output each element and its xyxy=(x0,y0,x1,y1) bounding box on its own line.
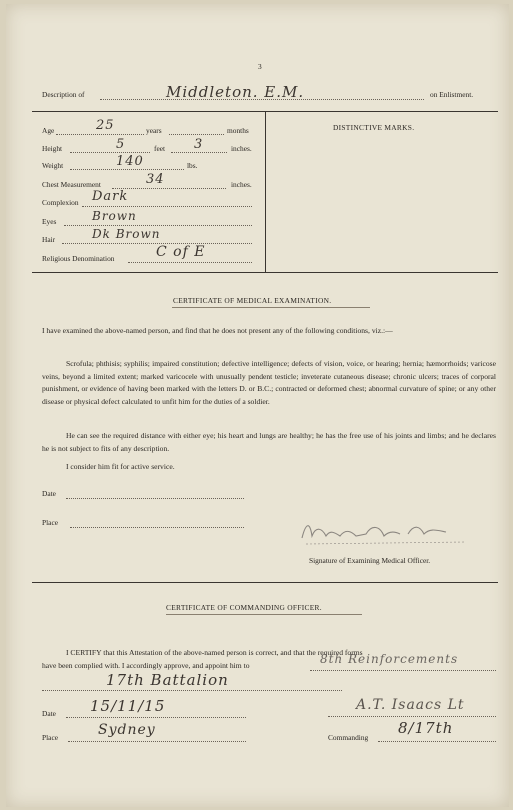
inches-label: inches. xyxy=(231,144,252,153)
complexion-label: Complexion xyxy=(42,198,79,207)
appointment-value: 8th Reinforcements xyxy=(320,652,459,666)
chest-value: 34 xyxy=(146,172,165,187)
medical-date-label: Date xyxy=(42,489,56,498)
commander-signature: A.T. Isaacs Lt xyxy=(356,697,465,713)
commanding-text-line1: I CERTIFY that this Attestation of the above-named person is correct, and that the required forms xyxy=(66,648,363,657)
medical-conditions: Scrofula; phthisis; syphilis; impaired constitution; defective intelligence; defects of vision, voice, or hearing; hernia; hæmorrhoids; varicose veins, beyond a limited extent; marked varicocele with unusually pendent testicle; inveterate cutaneous disease; chronic ulcers; traces of corporal punishment, or evidence of having been marked with the letters D. or B.C.; contracted or deformed chest; abnormal curvature of spine; or any other disease or physical defect calculated to unfit him for the duties of a soldier. xyxy=(42,359,496,406)
chest-label: Chest Measurement xyxy=(42,180,101,189)
commanding-unit-value: 8/17th xyxy=(398,719,454,737)
weight-label: Weight xyxy=(42,161,64,170)
section-divider xyxy=(32,582,498,583)
commanding-place-label: Place xyxy=(42,733,59,742)
age-value: 25 xyxy=(96,118,115,133)
page-number: 3 xyxy=(258,62,262,71)
complexion-dots xyxy=(82,206,252,207)
religion-dots xyxy=(128,262,252,263)
commanding-heading: CERTIFICATE OF COMMANDING OFFICER. xyxy=(166,603,322,612)
feet-label: feet xyxy=(154,144,166,153)
commanding-label: Commanding xyxy=(328,733,369,742)
medical-heading-rule xyxy=(172,307,370,308)
commanding-unit-dots xyxy=(378,741,496,742)
height-inches: 3 xyxy=(194,137,204,152)
medical-fit: I consider him fit for active service. xyxy=(66,462,175,471)
months-dots xyxy=(169,134,224,135)
hair-value: Dk Brown xyxy=(92,227,161,241)
commanding-date-label: Date xyxy=(42,709,56,718)
battalion-dots xyxy=(42,690,342,691)
weight-dots xyxy=(70,169,184,170)
age-dots xyxy=(56,134,144,135)
battalion-value: 17th Battalion xyxy=(106,671,229,689)
age-label: Age xyxy=(42,126,55,135)
hair-label: Hair xyxy=(42,235,56,244)
medical-officer-signature xyxy=(296,514,476,550)
commanding-place-value: Sydney xyxy=(98,722,156,738)
feet-dots xyxy=(70,152,150,153)
lbs-label: lbs. xyxy=(187,161,198,170)
medical-place-dots xyxy=(70,527,244,528)
commanding-place-dots xyxy=(68,741,246,742)
months-label: months xyxy=(227,126,249,135)
description-suffix: on Enlistment. xyxy=(430,90,474,99)
complexion-value: Dark xyxy=(92,189,129,204)
height-feet: 5 xyxy=(116,137,126,152)
medical-signature-label: Signature of Examining Medical Officer. xyxy=(309,556,431,565)
weight-value: 140 xyxy=(116,154,144,169)
years-label: years xyxy=(146,126,162,135)
commanding-date-dots xyxy=(66,717,246,718)
medical-intro: I have examined the above-named person, and find that he does not present any of the following conditions, viz.:— xyxy=(42,326,393,335)
chest-inches-label: inches. xyxy=(231,180,252,189)
medical-date-dots xyxy=(66,498,244,499)
medical-place-label: Place xyxy=(42,518,59,527)
description-prefix: Description of xyxy=(42,90,85,99)
commander-signature-dots xyxy=(328,716,496,717)
attestation-page xyxy=(6,4,509,807)
medical-heading: CERTIFICATE OF MEDICAL EXAMINATION. xyxy=(173,296,332,305)
commanding-heading-rule xyxy=(166,614,362,615)
commanding-text-line2: have been complied with. I accordingly approve, and appoint him to xyxy=(42,661,250,670)
eyes-value: Brown xyxy=(92,209,137,223)
box-divider xyxy=(265,111,266,273)
appointment-dots xyxy=(310,670,496,671)
eyes-label: Eyes xyxy=(42,217,57,226)
chest-dots xyxy=(112,188,226,189)
box-bottom-rule xyxy=(32,272,498,273)
eyes-dots xyxy=(64,225,252,226)
commanding-date-value: 15/11/15 xyxy=(90,697,166,715)
religion-label: Religious Denomination xyxy=(42,254,115,263)
medical-distance: He can see the required distance with either eye; his heart and lungs are healthy; he has the free use of his joints and limbs; and he declares he is not subject to fits of any description. xyxy=(42,431,496,453)
height-label: Height xyxy=(42,144,63,153)
distinctive-marks-heading: DISTINCTIVE MARKS. xyxy=(333,123,415,132)
religion-value: C of E xyxy=(156,244,206,260)
description-name: Middleton. E.M. xyxy=(166,83,305,101)
inches-dots xyxy=(171,152,227,153)
